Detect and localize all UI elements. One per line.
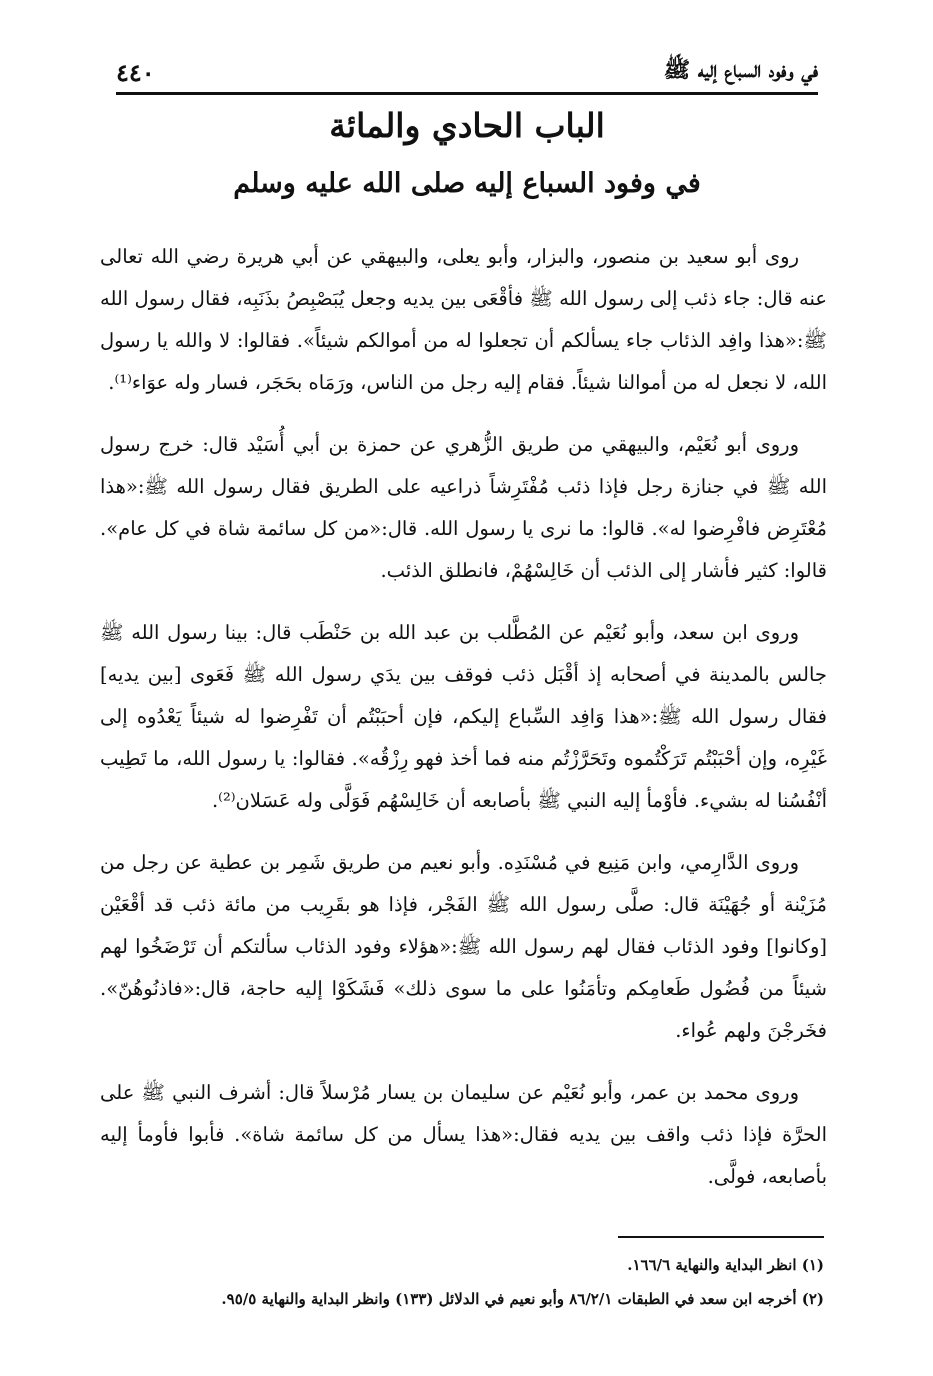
paragraph: وروى أبو نُعَيْم، والبيهقي من طريق الزُّهري عن حمزة بن أبي أُسَيْد قال: خرج رسول الله ﷺ في جنازة رجل فإذا ذئب مُفْتَرِشاً ذراعيه على الطريق فقال رسول الله ﷺ:«هذا مُعْتَرِض فافْرِضوا له». قالوا: ما نرى يا رسول الله. قال:«من كل سائمة شاة في كل عام». قالوا: كثير فأشار إلى الذئب أن خَالِسْهُمْ، فانطلق الذئب. [100, 433, 827, 582]
footnotes [160, 1248, 824, 1316]
page-header [116, 52, 818, 95]
footnote-separator [618, 1236, 824, 1238]
paragraph: وروى ابن سعد، وأبو نُعَيْم عن المُطَّلب بن عبد الله بن حَنْطَب قال: بينا رسول الله ﷺ جالس بالمدينة في أصحابه إذ أقْبَل ذئب فوقف بين يدَي رسول الله ﷺ فَعَوى [بين يديه] فقال رسول الله ﷺ:«هذا وَافِد السِّباع إليكم، فإن أحبَبْتُم أن تَفْرِضوا له شيئاً يَعْدُوه إلى غَيْرِه، وإن أحْبَبْتُم تَرَكْتُموه وتَحَرَّزْتُم منه فما أخذ فهو رِزْقُه». فقالوا: يا رسول الله، ما تَطِيب أنْفُسُنا له بشيء. فأوْمأ إليه النبي ﷺ بأصابعه أن خَالِسْهُم فَوَلَّى وله عَسَلان⁽²⁾. [100, 621, 827, 812]
footnote: (٢) أخرجه ابن سعد في الطبقات ٨٦/٢/١ وأبو نعيم في الدلائل (١٣٣) وانظر البداية والنهاية ٩٥/٥. [221, 1290, 824, 1308]
chapter-subtitle: في وفود السباع إليه صلى الله عليه وسلم [233, 168, 701, 199]
chapter-title: الباب الحادي والمائة [329, 106, 605, 145]
paragraph: وروى محمد بن عمر، وأبو نُعَيْم عن سليمان بن يسار مُرْسلاً قال: أشرف النبي ﷺ على الحرَّة فإذا ذئب واقف بين يديه فقال:«هذا يسأل من كل سائمة شاة». فأبوا فأومأ إليه بأصابعه، فولَّى. [100, 1081, 827, 1188]
footnote: (١) انظر البداية والنهاية ١٦٦/٦. [627, 1256, 824, 1274]
paragraph: روى أبو سعيد بن منصور، والبزار، وأبو يعلى، والبيهقي عن أبي هريرة رضي الله تعالى عنه قال: جاء ذئب إلى رسول الله ﷺ فأقْعَى بين يديه وجعل يُبَصْبِصُ بذَنَبِه، فقال رسول الله ﷺ:«هذا وافِد الذئاب جاء يسألكم أن تجعلوا له من أموالكم شيئاً». فقالوا: لا والله يا رسول الله، لا نجعل له من أموالنا شيئاً. فقام إليه رجل من الناس، ورَمَاه بحَجَر، فسار وله عوَاء⁽¹⁾. [100, 245, 827, 394]
running-title: في وفود السباع إليه ﷺ [663, 57, 818, 83]
body-text [100, 236, 827, 1218]
page-number: ٤٤٠ [116, 57, 155, 87]
paragraph: وروى الدَّارِمي، وابن مَنِيع في مُسْنَدِه. وأبو نعيم من طريق شَمِر بن عطية عن رجل من مُزَيْنة أو جُهَيْنَة قال: صلَّى رسول الله ﷺ الفَجْر، فإذا هو بقَرِيب من مائة ذئب قد أقْعَيْن [وكانوا] وفود الذئاب فقال لهم رسول الله ﷺ:«هؤلاء وفود الذئاب سألتكم أن تَرْضَخُوا لهم شيئاً من فُضُول طَعامِكم وتأمَنُوا على ما سوى ذلك» فَشَكَوْا إليه حاجة، قال:«فاذنُوهُنّ». فخَرجْنَ ولهم عُواء. [100, 851, 827, 1042]
